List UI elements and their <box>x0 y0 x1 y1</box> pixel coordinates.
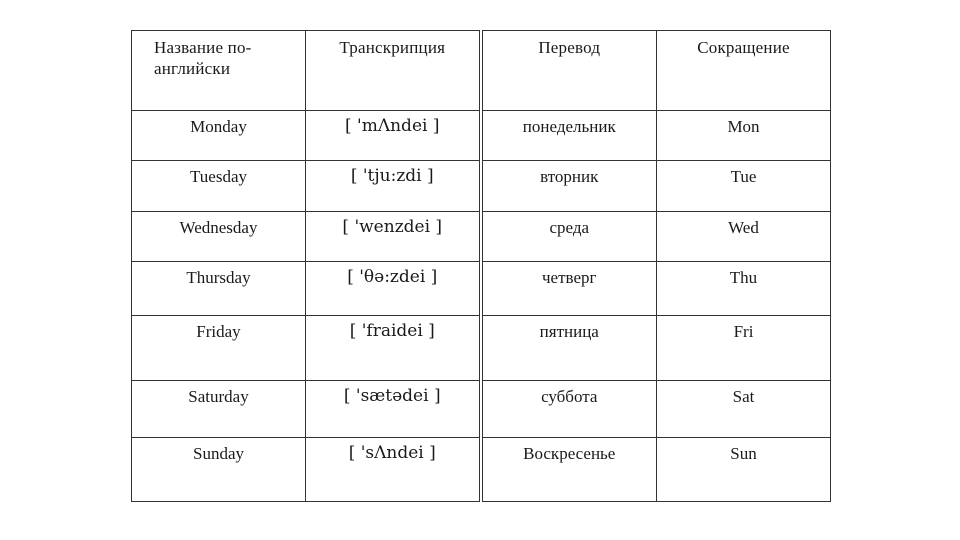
abbr-cell: Fri <box>657 316 831 381</box>
transcription-cell: [ 'mΛndei ] <box>306 111 481 161</box>
day-name-cell: Monday <box>132 111 306 161</box>
header-translation-col: Перевод <box>481 31 657 111</box>
day-name-cell: Sunday <box>132 438 306 502</box>
table-row <box>132 381 831 438</box>
header-transcription-col: Транскрипция <box>306 31 481 111</box>
transcription-cell: [ 'θə:zdei ] <box>306 262 481 316</box>
abbr-cell: Thu <box>657 262 831 316</box>
abbr-cell: Sat <box>657 381 831 438</box>
abbr-cell: Sun <box>657 438 831 502</box>
day-name-cell: Thursday <box>132 262 306 316</box>
days-table <box>131 30 831 502</box>
day-name-cell: Tuesday <box>132 161 306 212</box>
abbr-cell: Tue <box>657 161 831 212</box>
translation-cell: суббота <box>481 381 657 438</box>
transcription-cell: [ 'wenzdei ] <box>306 212 481 262</box>
transcription-cell: [ 'sætədei ] <box>306 381 481 438</box>
table-row <box>132 262 831 316</box>
table-row <box>132 316 831 381</box>
translation-cell: четверг <box>481 262 657 316</box>
table-row <box>132 438 831 502</box>
table-header-row <box>132 31 831 111</box>
translation-cell: понедельник <box>481 111 657 161</box>
table-row <box>132 212 831 262</box>
table-row <box>132 111 831 161</box>
translation-cell: пятница <box>481 316 657 381</box>
abbr-cell: Wed <box>657 212 831 262</box>
translation-cell: вторник <box>481 161 657 212</box>
day-name-cell: Friday <box>132 316 306 381</box>
transcription-cell: [ 'sΛndei ] <box>306 438 481 502</box>
day-name-cell: Saturday <box>132 381 306 438</box>
transcription-cell: [ 'tju:zdi ] <box>306 161 481 212</box>
header-abbr-col: Сокращение <box>657 31 831 111</box>
transcription-cell: [ 'fraidei ] <box>306 316 481 381</box>
days-of-week-table <box>131 30 830 501</box>
abbr-cell: Mon <box>657 111 831 161</box>
translation-cell: среда <box>481 212 657 262</box>
table-row <box>132 161 831 212</box>
header-name-col: Название по-английски <box>132 31 306 111</box>
translation-cell: Воскресенье <box>481 438 657 502</box>
day-name-cell: Wednesday <box>132 212 306 262</box>
